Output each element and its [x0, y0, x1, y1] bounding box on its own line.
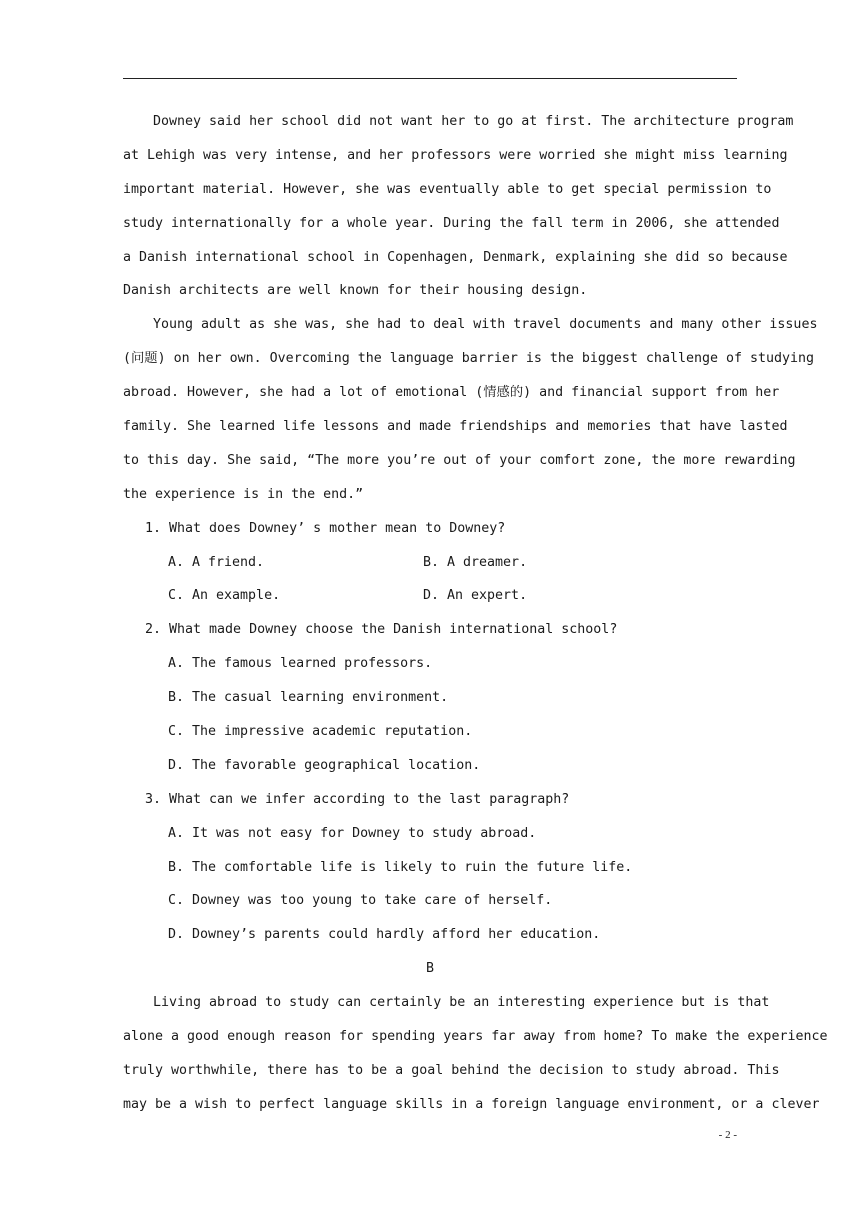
paragraph-1-line: study internationally for a whole year. During the fall term in 2006, she attended [123, 215, 780, 231]
question-3-option-b: B. The comfortable life is likely to ruin the future life. [168, 859, 633, 875]
paragraph-1-line: important material. However, she was eventually able to get special permission to [123, 181, 772, 197]
paragraph-1-line: at Lehigh was very intense, and her professors were worried she might miss learning [123, 147, 788, 163]
paragraph-1-line: a Danish international school in Copenhagen, Denmark, explaining she did so because [123, 249, 788, 265]
question-3-option-c: C. Downey was too young to take care of herself. [168, 893, 553, 909]
question-1-option-a: A. A friend. [168, 554, 265, 570]
header-rule [123, 78, 737, 79]
paragraph-1-line: Danish architects are well known for their housing design. [123, 283, 588, 299]
paragraph-2-line: to this day. She said, “The more you’re out of your comfort zone, the more rewarding [123, 452, 796, 468]
question-2-option-d: D. The favorable geographical location. [168, 757, 481, 773]
body-text [123, 105, 828, 1122]
section-b-line: may be a wish to perfect language skills in a foreign language environment, or a clever [123, 1096, 820, 1112]
question-2-option-b: B. The casual learning environment. [168, 690, 449, 706]
paragraph-2-line: the experience is in the end.” [123, 486, 364, 502]
question-1-option-d: D. An expert. [423, 588, 528, 604]
question-1-options-row [123, 579, 737, 613]
section-b-heading: B [425, 961, 434, 977]
question-1-options-row [123, 546, 737, 580]
question-3-option-a: A. It was not easy for Downey to study abroad. [168, 825, 537, 841]
page-number: - 2 - [718, 1129, 737, 1141]
section-b-line: Living abroad to study can certainly be an interesting experience but is that [153, 995, 770, 1011]
question-2-stem: 2. What made Downey choose the Danish international school? [145, 622, 618, 638]
question-3-stem: 3. What can we infer according to the last paragraph? [145, 791, 570, 807]
question-1-option-b: B. A dreamer. [423, 554, 528, 570]
paragraph-2-line: family. She learned life lessons and made friendships and memories that have lasted [123, 419, 788, 435]
question-2-option-c: C. The impressive academic reputation. [168, 724, 473, 740]
paragraph-2-line: (问题) on her own. Overcoming the language barrier is the biggest challenge of studying [123, 351, 815, 367]
section-b-line: alone a good enough reason for spending years far away from home? To make the experience [123, 1029, 828, 1045]
question-1-option-c: C. An example. [168, 588, 281, 604]
paragraph-2-line: Young adult as she was, she had to deal with travel documents and many other issues [153, 317, 818, 333]
question-2-option-a: A. The famous learned professors. [168, 656, 433, 672]
paragraph-1-line: Downey said her school did not want her to go at first. The architecture program [153, 114, 794, 129]
paragraph-2-line: abroad. However, she had a lot of emotional (情感的) and financial support from her [123, 385, 780, 401]
section-b-line: truly worthwhile, there has to be a goal behind the decision to study abroad. This [123, 1062, 780, 1078]
question-3-option-d: D. Downey’s parents could hardly afford her education. [168, 927, 601, 943]
question-1-stem: 1. What does Downey’ s mother mean to Downey? [145, 520, 506, 536]
